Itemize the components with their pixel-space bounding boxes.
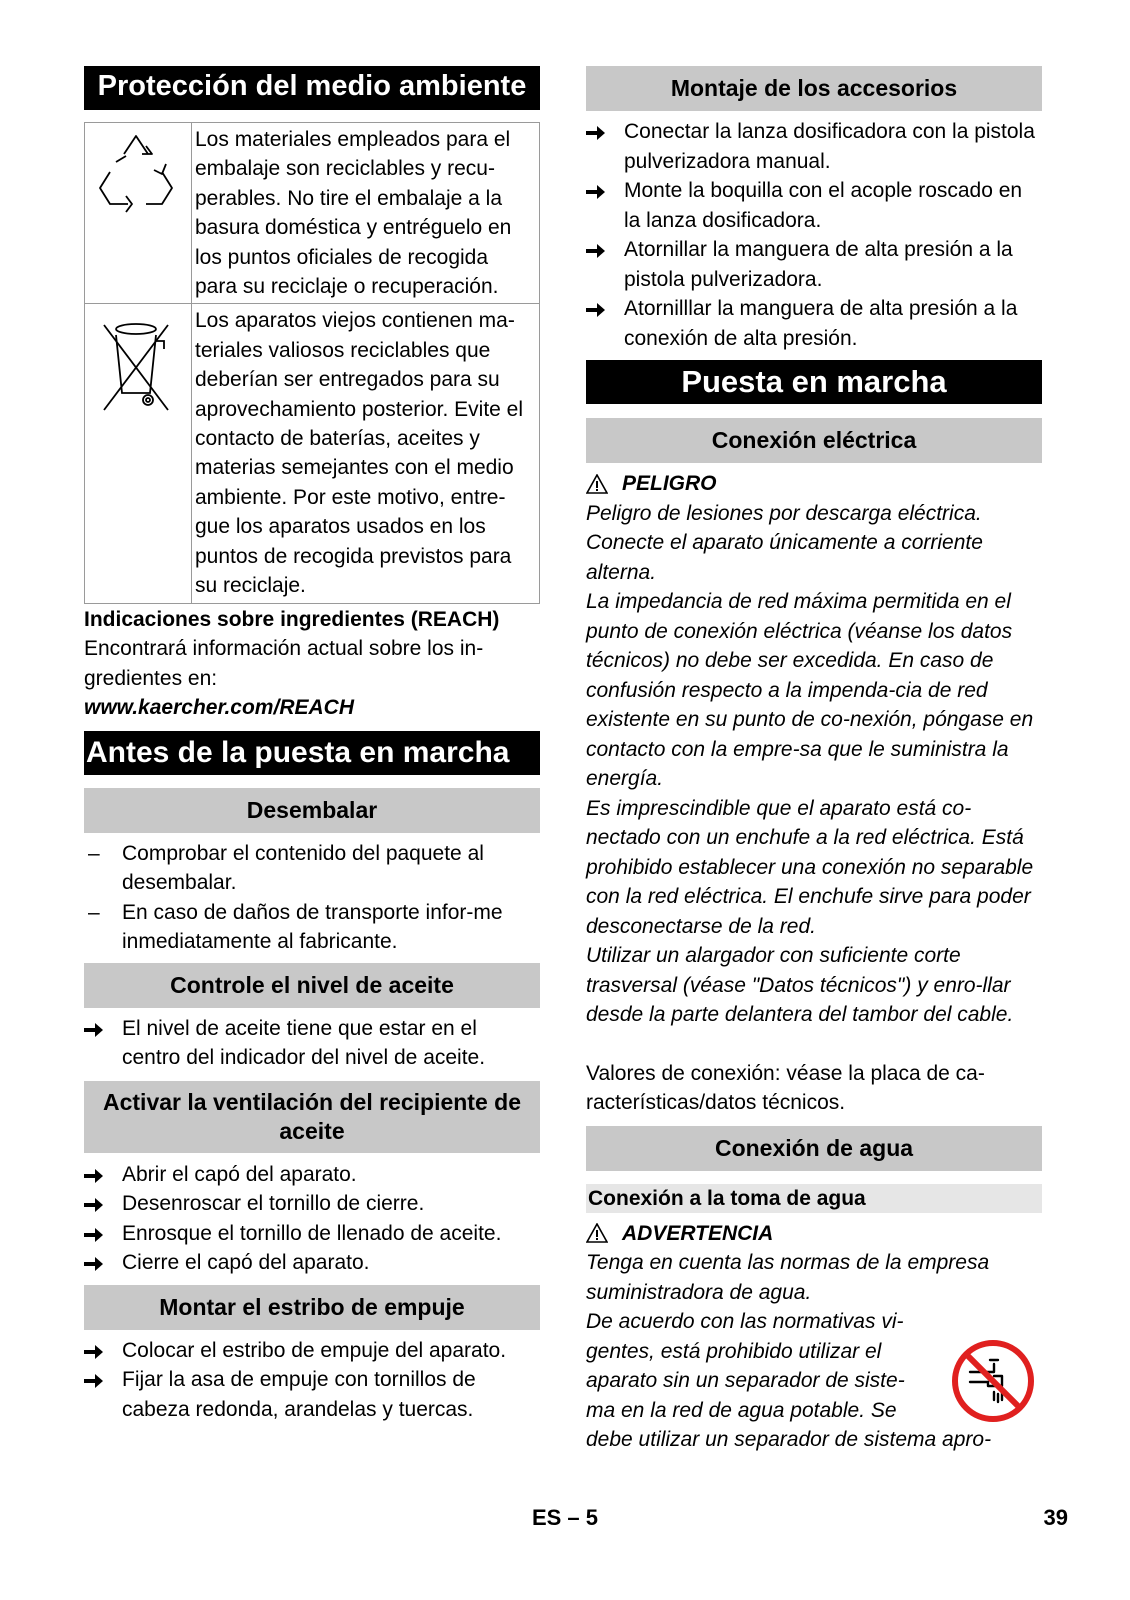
regulations-text: De acuerdo con las normativas vi- gentes, está prohibido utilizar el aparato sin un separador de siste- ma en la red de agua potable. Se debe utilizar un separador de sistema apro- bbox=[586, 1310, 992, 1451]
list-item: – En caso de daños de transporte infor-me inmediatamente al fabricante. bbox=[84, 898, 540, 957]
oil-title: Controle el nivel de aceite bbox=[84, 963, 540, 1008]
list-item: Fijar la asa de empuje con tornillos de cabeza redonda, arandelas y tuercas. bbox=[84, 1365, 540, 1424]
start-section-title: Puesta en marcha bbox=[586, 360, 1042, 404]
push-bar-title: Montar el estribo de empuje bbox=[84, 1285, 540, 1330]
accessories-title: Montaje de los accesorios bbox=[586, 66, 1042, 111]
recycle-text: Los materiales empleados para el embalaje son reciclables y recu-perables. No tire el embalaje a la basura doméstica y entréguelo en los puntos oficiales de recogida para su reciclaje o recuperación. bbox=[192, 123, 540, 304]
extension-text: Utilizar un alargador con suficiente corte trasversal (véase "Datos técnicos") y enro-llar desde la parte delantera del tambor del cable. bbox=[586, 944, 1014, 1026]
warning-heading: ADVERTENCIA bbox=[586, 1219, 1042, 1249]
weee-icon-cell bbox=[85, 304, 192, 603]
tap-connection-subtitle: Conexión a la toma de agua bbox=[586, 1184, 1042, 1213]
danger-text: Peligro de lesiones por descarga eléctrica. Conecte el aparato únicamente a corriente alterna. bbox=[586, 501, 983, 584]
unpack-list bbox=[84, 839, 540, 957]
crossed-bin-icon bbox=[86, 305, 186, 425]
right-column bbox=[586, 66, 1042, 1455]
electrical-title: Conexión eléctrica bbox=[586, 418, 1042, 463]
arrow-right-icon bbox=[84, 1014, 122, 1073]
vent-title: Activar la ventilación del recipiente de aceite bbox=[84, 1081, 540, 1153]
recycle-icon bbox=[86, 124, 186, 234]
oil-list bbox=[84, 1014, 540, 1073]
arrow-right-icon bbox=[84, 1336, 122, 1366]
arrow-right-icon bbox=[586, 176, 624, 235]
vent-list bbox=[84, 1160, 540, 1278]
list-item: Atornilllar la manguera de alta presión a la conexión de alta presión. bbox=[586, 294, 1042, 353]
plug-text: Es imprescindible que el aparato está co-nectado con un enchufe a la red eléctrica. Está prohibido establecer una conexión no separable con la red eléctrica. El enchufe sirve para poder desconectarse de la red. bbox=[586, 796, 1034, 938]
list-item: Abrir el capó del aparato. bbox=[84, 1160, 540, 1190]
list-item: Monte la boquilla con el acople roscado en la lanza dosificadora. bbox=[586, 176, 1042, 235]
arrow-right-icon bbox=[84, 1160, 122, 1190]
impedance-text: La impedancia de red máxima permitida en el punto de conexión eléctrica (véanse los datos técnicos) no debe ser excedida. En caso de confusión respecto a la impenda-cia de red existente en su punto de co-nexión, póngase en contacto con la empre-sa que le suministra la energía. bbox=[586, 590, 1034, 790]
dash-bullet: – bbox=[88, 900, 100, 924]
water-title: Conexión de agua bbox=[586, 1126, 1042, 1171]
accessories-list bbox=[586, 117, 1042, 353]
warning-triangle-icon bbox=[586, 474, 608, 494]
page-section-label: ES – 5 bbox=[531, 1505, 599, 1530]
environment-table bbox=[84, 122, 540, 604]
dash-bullet: – bbox=[88, 841, 100, 865]
list-item: Atornillar la manguera de alta presión a la pistola pulverizadora. bbox=[586, 235, 1042, 294]
arrow-right-icon bbox=[586, 294, 624, 353]
list-item: – Comprobar el contenido del paquete al desembalar. bbox=[84, 839, 540, 898]
danger-heading: PELIGRO bbox=[586, 469, 1042, 499]
list-item: Cierre el capó del aparato. bbox=[84, 1248, 540, 1278]
no-drinking-water-icon bbox=[950, 1338, 1036, 1424]
arrow-right-icon bbox=[586, 117, 624, 176]
arrow-right-icon bbox=[84, 1219, 122, 1249]
left-column bbox=[84, 66, 540, 1424]
list-item: Conectar la lanza dosificadora con la pistola pulverizadora manual. bbox=[586, 117, 1042, 176]
warning-text: Tenga en cuenta las normas de la empresa suministradora de agua. bbox=[586, 1251, 990, 1304]
arrow-right-icon bbox=[84, 1248, 122, 1278]
unpack-title: Desembalar bbox=[84, 788, 540, 833]
recycle-icon-cell bbox=[85, 123, 192, 304]
list-item: El nivel de aceite tiene que estar en el centro del indicador del nivel de aceite. bbox=[84, 1014, 540, 1073]
connection-values-text: Valores de conexión: véase la placa de ca-racterísticas/datos técnicos. bbox=[586, 1061, 985, 1114]
arrow-right-icon bbox=[84, 1189, 122, 1219]
list-item: Desenroscar el tornillo de cierre. bbox=[84, 1189, 540, 1219]
env-section-title: Protección del medio ambiente bbox=[84, 66, 540, 110]
reach-link[interactable]: www.kaercher.com/REACH bbox=[84, 696, 354, 719]
weee-text: Los aparatos viejos contienen ma-teriales valiosos reciclables que deberían ser entregados para su aprovechamiento posterior. Evite el contacto de baterías, aceites y materias semejantes con el medio ambiente. Por este motivo, entre-gue los aparatos usados en los puntos de recogida previstos para su reciclaje. bbox=[192, 304, 540, 603]
reach-text: Encontrará información actual sobre los in-gredientes en: bbox=[84, 637, 484, 690]
page-number: 39 bbox=[1043, 1505, 1068, 1530]
arrow-right-icon bbox=[84, 1365, 122, 1424]
list-item: Colocar el estribo de empuje del aparato. bbox=[84, 1336, 540, 1366]
list-item: Enrosque el tornillo de llenado de aceite. bbox=[84, 1219, 540, 1249]
reach-heading: Indicaciones sobre ingredientes (REACH) bbox=[84, 607, 500, 631]
push-list bbox=[84, 1336, 540, 1425]
warning-triangle-icon bbox=[586, 1223, 608, 1243]
arrow-right-icon bbox=[586, 235, 624, 294]
before-start-title: Antes de la puesta en marcha bbox=[84, 731, 540, 775]
